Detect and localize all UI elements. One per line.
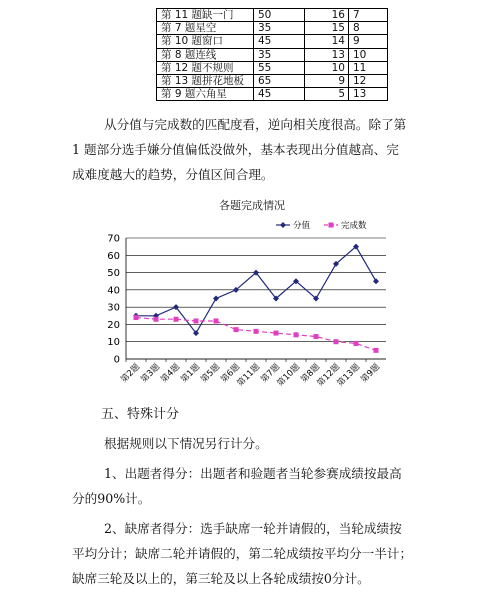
table-cell: 13	[305, 48, 349, 61]
data-point	[234, 327, 239, 332]
paragraph-line: 1 题部分选手嫌分值偏低没做外，基本表现出分值越高、完	[72, 142, 399, 157]
data-point	[194, 318, 199, 323]
data-point	[134, 315, 139, 320]
data-point	[354, 341, 359, 346]
table-cell: 第 11 题缺一门	[157, 9, 254, 22]
table-cell: 9	[349, 35, 388, 48]
data-point	[373, 278, 379, 284]
table-cell: 45	[254, 88, 305, 101]
y-tick-label: 60	[107, 250, 120, 262]
table-cell: 35	[254, 22, 305, 35]
x-tick-label: 第4题	[159, 362, 183, 385]
table-cell: 13	[349, 88, 388, 101]
y-tick-label: 0	[113, 354, 120, 366]
x-tick-label: 第3题	[139, 362, 163, 385]
data-point	[213, 296, 219, 302]
paragraph-line: 成难度越大的趋势，分值区间合理。	[72, 167, 274, 182]
table-cell: 65	[254, 74, 305, 87]
data-point	[154, 317, 159, 322]
x-tick-label: 第11题	[235, 362, 263, 389]
analysis-paragraph	[72, 112, 462, 187]
table-cell: 10	[349, 48, 388, 61]
data-point	[254, 329, 259, 334]
table-row	[157, 61, 388, 74]
table-cell: 55	[254, 61, 305, 74]
table-cell: 第 9 题六角星	[157, 88, 254, 101]
x-tick-label: 第9题	[359, 362, 383, 385]
x-tick-label: 第6题	[219, 362, 243, 385]
x-tick-label: 第12题	[315, 362, 343, 389]
body-line: 1、出题者得分：出题者和验题者当轮参赛成绩按最高	[104, 466, 402, 481]
table-cell: 7	[349, 9, 388, 22]
completion-line-chart	[96, 212, 396, 397]
data-point	[294, 332, 299, 337]
section-heading: 五、特殊计分	[101, 407, 180, 422]
table-cell: 第 13 题拼花地板	[157, 74, 254, 87]
paragraph-line: 从分值与完成数的匹配度看，逆向相关度很高。除了第	[104, 117, 407, 132]
data-point	[274, 331, 279, 336]
y-tick-label: 20	[107, 319, 120, 331]
y-tick-label: 40	[107, 285, 120, 297]
x-tick-label: 第10题	[275, 362, 303, 389]
table-cell: 第 8 题连线	[157, 48, 254, 61]
table-cell: 10	[305, 61, 349, 74]
series-line-2	[136, 318, 376, 351]
x-tick-label: 第1题	[179, 362, 203, 385]
legend-label: 完成数	[341, 221, 367, 231]
x-tick-label: 第2题	[119, 362, 143, 385]
data-point	[214, 318, 219, 323]
x-tick-label: 第7题	[259, 362, 283, 385]
body-line: 2、缺席者得分：选手缺席一轮并请假的，当轮成绩按	[104, 521, 402, 536]
data-point	[374, 348, 379, 353]
table-cell: 9	[305, 74, 349, 87]
legend-label: 分值	[293, 221, 311, 231]
table-row	[157, 88, 388, 101]
y-tick-label: 30	[107, 302, 120, 314]
table-cell: 16	[305, 9, 349, 22]
x-tick-label: 第5题	[199, 362, 223, 385]
table-cell: 第 7 题星空	[157, 22, 254, 35]
table-cell: 50	[254, 9, 305, 22]
y-tick-label: 70	[107, 233, 120, 245]
legend-marker	[329, 223, 334, 228]
table-cell: 15	[305, 22, 349, 35]
table-row	[157, 35, 388, 48]
chart-title: 各题完成情况	[219, 199, 285, 212]
body-line: 缺席三轮及以上的，第三轮及以上各轮成绩按0分计。	[72, 571, 370, 586]
table-cell: 5	[305, 88, 349, 101]
score-table	[156, 8, 388, 101]
x-tick-label: 第8题	[299, 362, 323, 385]
table-cell: 11	[349, 61, 388, 74]
data-point	[314, 334, 319, 339]
table-cell: 14	[305, 35, 349, 48]
y-tick-label: 10	[107, 337, 120, 349]
table-cell: 第 12 题不规则	[157, 61, 254, 74]
y-tick-label: 50	[107, 268, 120, 280]
x-tick-label: 第13题	[335, 362, 363, 389]
body-line: 根据规则以下情况另行计分。	[104, 436, 268, 451]
data-point	[334, 339, 339, 344]
legend-marker	[280, 222, 286, 228]
body-line: 平均分计；缺席二轮并请假的，第二轮成绩按平均分一半计；	[72, 546, 413, 561]
table-cell: 第 10 题窗口	[157, 35, 254, 48]
table-cell: 45	[254, 35, 305, 48]
table-row	[157, 48, 388, 61]
table-row	[157, 22, 388, 35]
table-cell: 35	[254, 48, 305, 61]
table-cell: 8	[349, 22, 388, 35]
data-point	[174, 317, 179, 322]
body-line: 分的90%计。	[72, 491, 151, 506]
table-cell: 12	[349, 74, 388, 87]
table-row	[157, 9, 388, 22]
table-row	[157, 74, 388, 87]
